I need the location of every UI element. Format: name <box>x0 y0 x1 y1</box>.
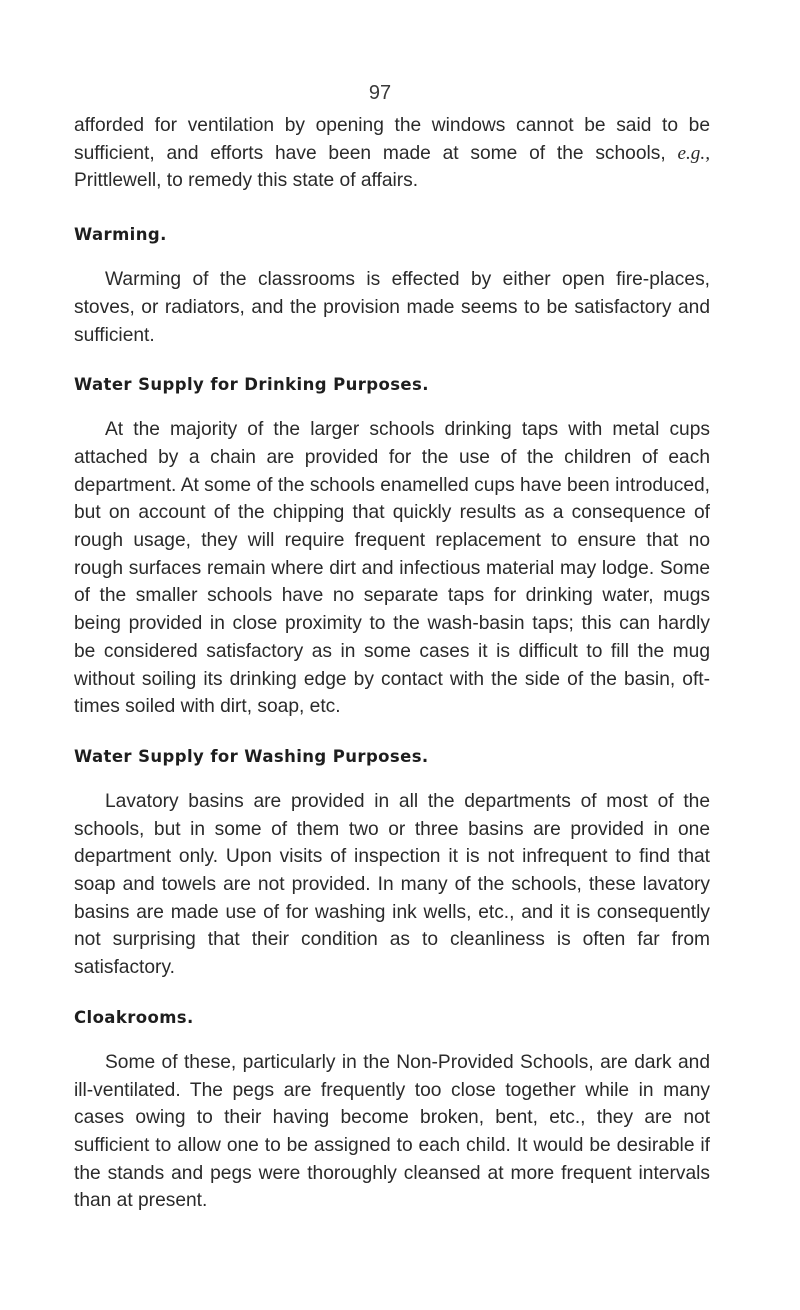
paragraph-cloakrooms: Some of these, particularly in the Non-Provided Schools, are dark and ill-ventilated. The pegs are frequently too close together while in many cases owing to their having become broken, bent, etc., they are not sufficient to allow one to be assigned to each child. It would be desirable if the stands and pegs were thoroughly cleansed at more frequent intervals than at present. <box>74 1051 710 1212</box>
page-number: 97 <box>368 82 392 104</box>
page-body <box>74 112 710 1215</box>
intro-text-part1: afforded for ventilation by opening the windows cannot be said to be sufficient, and efforts have been made at some of the schools, <box>74 115 710 164</box>
intro-text-part2: Prittlewell, to remedy this state of affairs. <box>74 170 419 192</box>
heading-cloakrooms: Cloakrooms. <box>74 1007 194 1027</box>
heading-drinking-water: Water Supply for Drinking Purposes. <box>74 375 429 395</box>
intro-paragraph <box>74 112 710 195</box>
paragraph-warming: Warming of the classrooms is effected by either open fire-places, stoves, or radiators, and the provision made seems to be satisfactory and sufficient. <box>74 269 710 346</box>
paragraph-drinking-water: At the majority of the larger schools drinking taps with metal cups attached by a chain are provided for the use of the children of each department. At some of the schools enamelled cups have been introduced, but on account of the chipping that quickly results as a consequence of rough usage, they will require frequent replacement to ensure that no rough surfaces remain where dirt and infectious material may lodge. Some of the smaller schools have no separate taps for drinking water, mugs being provided in close proximity to the wash-basin taps; this can hardly be considered satisfactory as in some cases it is difficult to fill the mug without soiling its drinking edge by contact with the side of the basin, oft-times soiled with dirt, soap, etc. <box>74 419 710 718</box>
paragraph-washing-water: Lavatory basins are provided in all the departments of most of the schools, but in some of them two or three basins are provided in one department only. Upon visits of inspection it is not infrequent to find that soap and towels are not provided. In many of the schools, these lavatory basins are made use of for washing ink wells, etc., and it is consequently not surprising that their condition as to cleanliness is often far from satisfactory. <box>74 790 710 979</box>
intro-eg: e.g., <box>677 142 710 164</box>
heading-warming: Warming. <box>74 225 167 245</box>
heading-washing-water: Water Supply for Washing Purposes. <box>74 746 429 766</box>
